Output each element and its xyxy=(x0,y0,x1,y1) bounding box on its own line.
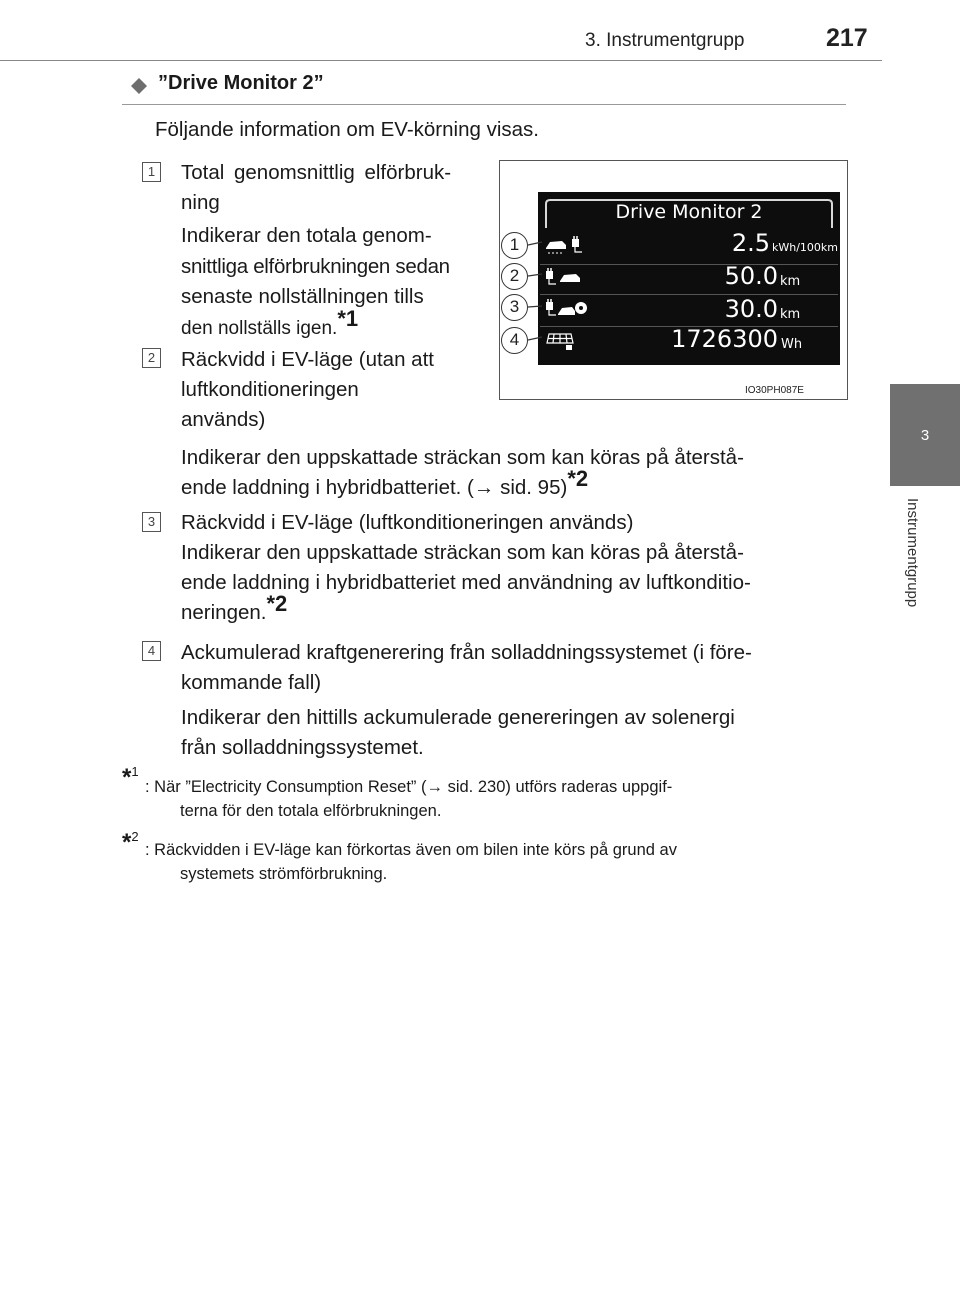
footnote-2: : Räckvidden i EV-läge kan förkortas även om bilen inte körs på grund av systemets strömförbrukning. xyxy=(145,841,677,883)
section-title: ”Drive Monitor 2” xyxy=(158,72,324,94)
side-tab-number: 3 xyxy=(920,427,930,444)
diamond-icon xyxy=(131,78,147,94)
figure-callout-2: 2 xyxy=(501,263,528,290)
side-tab xyxy=(890,384,960,486)
display-title: Drive Monitor 2 xyxy=(615,201,763,223)
item-1-desc: Indikerar den totala genom- snittliga elförbrukningen sedan senaste nollställningen tills den nollställs igen.$^{*1}$ xyxy=(181,224,450,339)
header-rule xyxy=(0,60,882,61)
display-value-range-ac: 30.0 xyxy=(724,295,778,323)
display-value-consumption: 2.5 xyxy=(731,229,770,257)
plug-car-fan-icon xyxy=(544,297,590,321)
display-unit-range-ac: km xyxy=(780,307,801,322)
section-rule xyxy=(122,104,846,105)
item-number-4: 4 xyxy=(142,641,161,661)
display-value-solar: 1726300 xyxy=(671,325,778,353)
item-3-title: Räckvidd i EV-läge (luftkonditioneringen används) xyxy=(181,511,634,534)
display-unit-range-no-ac: km xyxy=(780,274,801,289)
footnote-1: : När ”Electricity Consumption Reset” (→ sid. 230) utförs raderas uppgif- terna för den totala elförbrukningen. xyxy=(145,778,673,820)
display-unit-solar: Wh xyxy=(781,337,803,352)
item-2-title: Räckvidd i EV-läge (utan att luftkonditioneringen används) xyxy=(181,348,434,431)
item-4-desc: Indikerar den hittills ackumulerade genereringen av solenergi från solladdningssystemet. xyxy=(181,706,735,759)
footnote-1-mark: *$^1$ xyxy=(122,764,139,791)
callout-leader-lines xyxy=(528,240,544,350)
item-3-desc: Indikerar den uppskattade sträckan som kan köras på återstå- ende laddning i hybridbatteriet med användning av luftkonditio- neringen.$^{*2}$ xyxy=(181,541,751,624)
item-number-1: 1 xyxy=(142,162,161,182)
side-tab-label: Instrumentgrupp xyxy=(904,498,921,608)
chapter-title: 3. Instrumentgrupp xyxy=(585,30,745,51)
figure-callout-4: 4 xyxy=(501,327,528,354)
figure-image-code: IO30PH087E xyxy=(745,385,804,396)
item-number-2: 2 xyxy=(142,348,161,368)
car-plug-icon xyxy=(544,234,586,256)
item-number-3: 3 xyxy=(142,512,161,532)
figure-callout-1: 1 xyxy=(501,232,528,259)
item-2-desc: Indikerar den uppskattade sträckan som kan köras på återstå- ende laddning i hybridbatteriet. (→ sid. 95)$^{*2}$ xyxy=(181,446,744,499)
figure-callout-3: 3 xyxy=(501,294,528,321)
page-number: 217 xyxy=(826,24,868,52)
arrow-right-icon: → xyxy=(473,476,495,499)
item-4-title: Ackumulerad kraftgenerering från solladdningssystemet (i före- kommande fall) xyxy=(181,641,752,694)
item-1-title: Total genomsnittlig elförbruk- ning xyxy=(181,161,452,214)
display-unit-consumption: kWh/100km xyxy=(772,241,839,254)
intro-text: Följande information om EV-körning visas. xyxy=(155,118,539,141)
display-value-range-no-ac: 50.0 xyxy=(724,262,778,290)
footnote-2-mark: *$^2$ xyxy=(122,829,139,856)
arrow-right-icon: → xyxy=(426,778,443,796)
plug-car-icon xyxy=(544,266,586,288)
solar-panel-icon xyxy=(546,330,576,352)
